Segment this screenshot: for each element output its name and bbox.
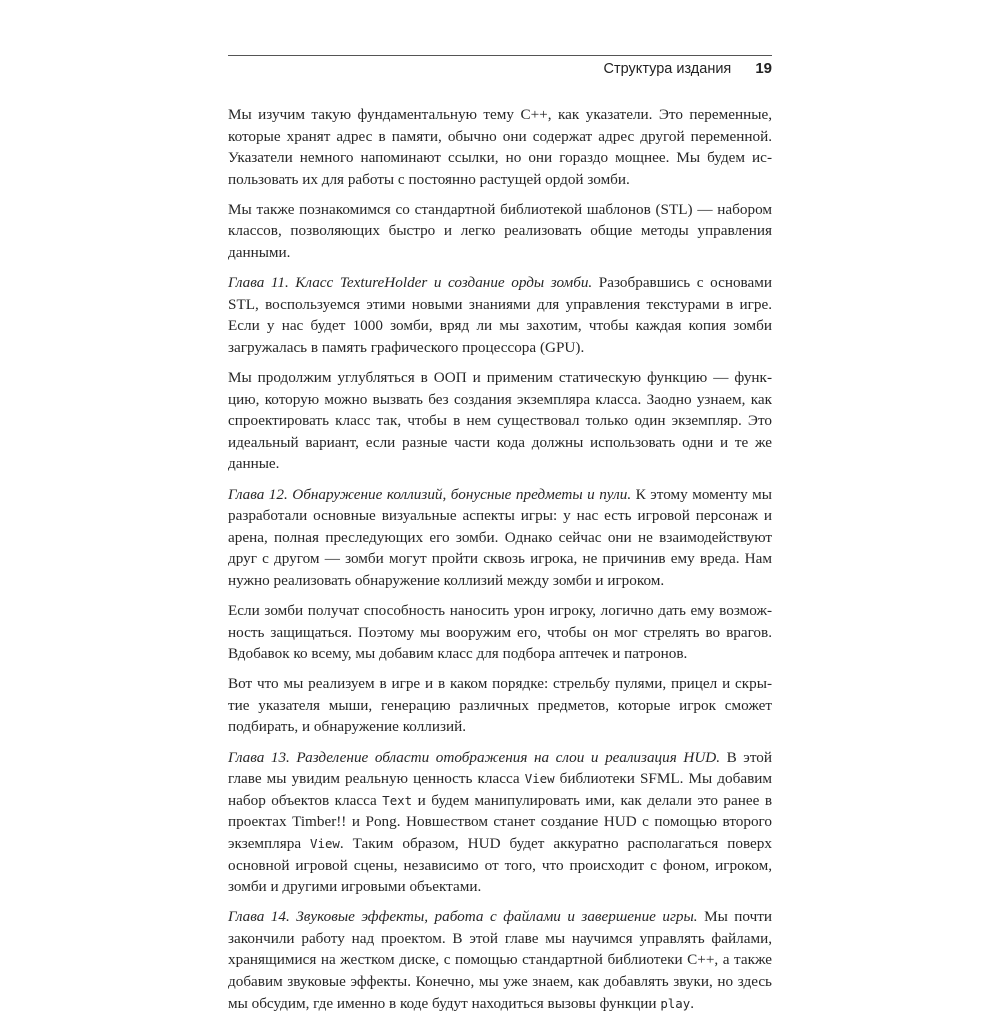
code-play: play [660, 995, 691, 1011]
chapter-12-title: Глава 12. Обнаружение коллизий, бонусные предметы и пули. [228, 485, 632, 503]
chapter-13-text-c: и будем манипулировать ими, как делали это ранее в проектах Timber!! и Pong. Новшеством станет создание HUD с помощью второго экземпляра [228, 791, 772, 852]
paragraph-damage: Если зомби получат способность наносить урон игроку, логично дать ему возможность защищаться. Поэтому мы вооружим его, чтобы он мог стрелять во врагов. Вдобавок ко всему, мы добавим класс для подбора аптечек и патронов. [228, 601, 772, 663]
paragraph-order: Вот что мы реализуем в игре и в каком порядке: стрельбу пулями, прицел и скрытие указателя мыши, генерацию различных предметов, которые игрок сможет подбирать, и обнаружение коллизий. [228, 675, 772, 736]
body-text [228, 104, 772, 1023]
paragraph-chapter-14 [228, 906, 772, 1014]
code-view-2: View [310, 835, 340, 851]
header-rule [228, 55, 772, 56]
paragraph-pointers: Мы изучим такую фундаментальную тему C++, как указатели. Это переменные, которые хранят адрес в памяти, обычно они содержат адрес другой переменной. Указатели немного напоминают ссылки, но они гораздо мощнее. Мы будем использовать их для работы с постоянно растущей ордой зомби. [228, 106, 772, 188]
chapter-12-text: К этому моменту мы разработали основные визуальные аспекты игры: у нас есть игровой персонаж и арена, полная преследующих его зомби. Однако сейчас они не взаимодействуют друг с другом — зомби могут пройти сквозь игрока, не причинив ему вреда. Нам нужно реализовать обнаружение коллизий между зомби и игроком. [228, 485, 772, 589]
chapter-11-text: Разобравшись с основами STL, воспользуемся этими новыми знаниями для управления текстурами в игре. Если у нас будет 1000 зомби, вряд ли мы захотим, чтобы каждая копия зомби загружалась в память графического процессора (GPU). [228, 274, 772, 356]
chapter-14-text-b: . [690, 994, 694, 1012]
code-text: Text [382, 792, 413, 808]
chapter-13-title: Глава 13. Разделение области отображения на слои и реализация HUD. [228, 748, 721, 766]
chapter-13-text-a: В этой главе мы увидим реальную ценность класса [228, 748, 772, 788]
paragraph-oop-static: Мы продолжим углубляться в ООП и применим статическую функцию — функцию, которую можно вызвать без создания экземпляра класса. Заодно узнаем, как спроектировать класс так, чтобы в нем существовал только один экземпляр. Это идеальный вариант, если разные части кода должны использовать одни и те же данные. [228, 369, 772, 473]
chapter-11-title: Глава 11. Класс TextureHolder и создание орды зомби. [228, 274, 593, 292]
chapter-13-text-d: . Таким образом, HUD будет аккуратно располагаться поверх основной игровой сцены, независимо от того, что происходит с фоном, игроком, зомби и другими игровыми объектами. [228, 834, 772, 896]
page-number: 19 [755, 60, 772, 77]
paragraph-chapter-11 [228, 272, 772, 358]
section-title: Структура издания [603, 61, 732, 77]
paragraph-chapter-13 [228, 747, 772, 898]
paragraph-chapter-12 [228, 484, 772, 592]
chapter-14-title: Глава 14. Звуковые эффекты, работа с файлами и завершение игры. [228, 908, 698, 926]
code-view: View [524, 771, 555, 787]
running-head [604, 60, 772, 77]
paragraph-stl: Мы также познакомимся со стандартной библиотекой шаблонов (STL) — набором классов, позволяющих быстро и легко реализовать общие методы управления данными. [228, 200, 772, 262]
chapter-14-text-a: Мы почти закончили работу над проектом. В этой главе мы научимся управлять файлами, хранящимися на жестком диске, с помощью стандартной библиотеки C++, а также добавим звуковые эффекты. Конечно, мы уже знаем, как добавлять звуки, но здесь мы обсудим, где именно в коде будут находиться вызовы функции [228, 908, 772, 1012]
chapter-13-text-b: библиотеки SFML. Мы добавим набор объектов класса [228, 770, 772, 809]
